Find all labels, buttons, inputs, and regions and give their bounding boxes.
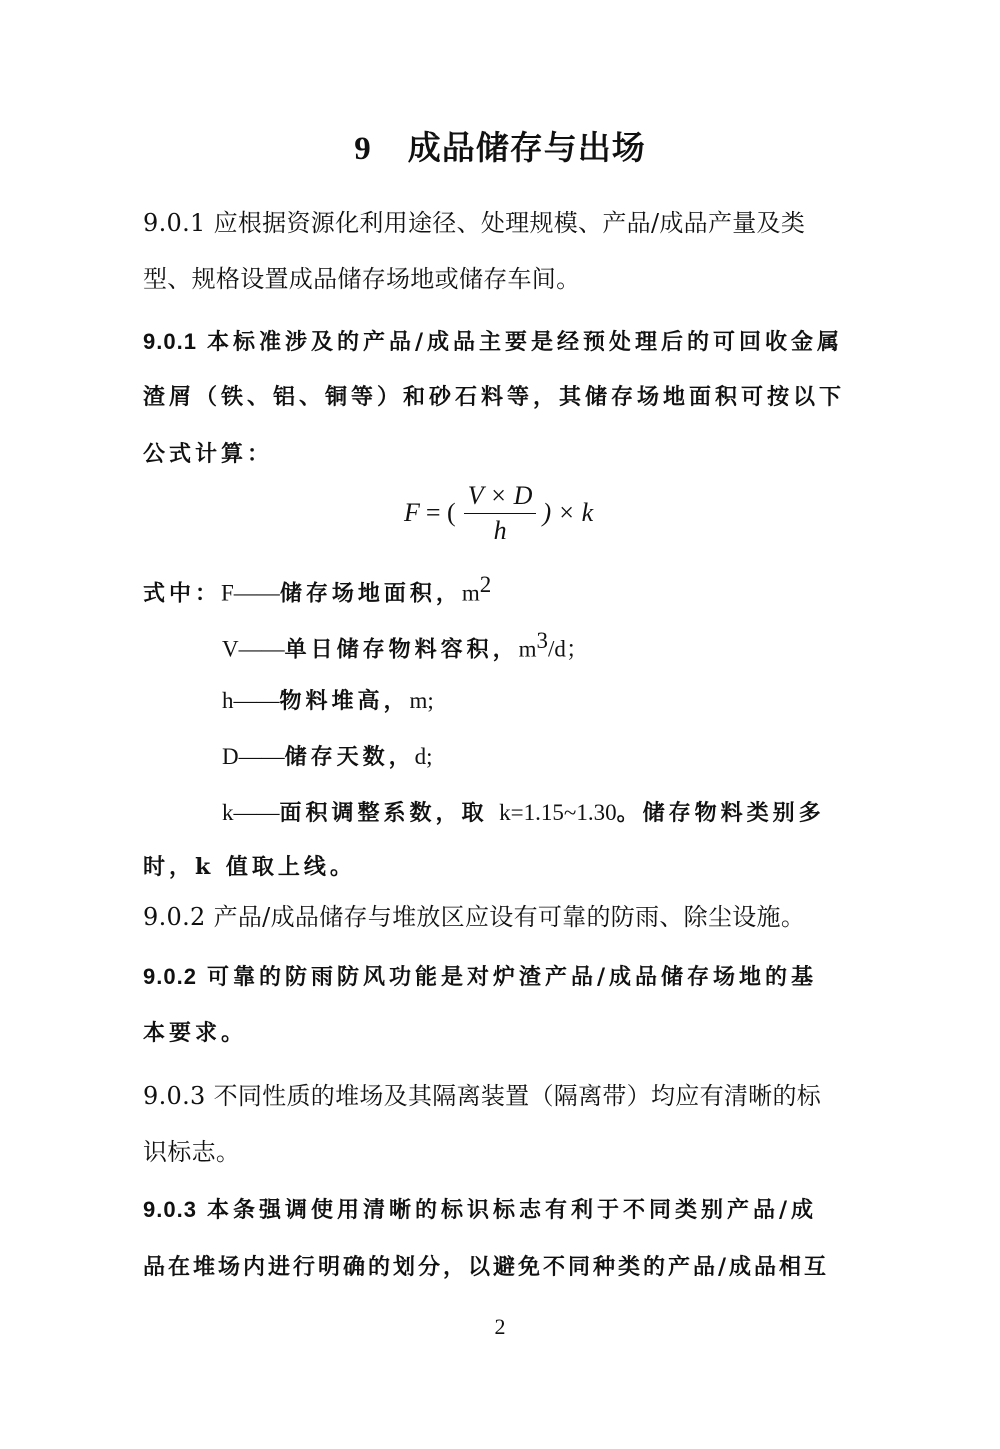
- definition-text: 物料堆高，: [279, 688, 410, 714]
- clause-number: 9.0.2: [143, 903, 206, 931]
- formula-denominator: h: [493, 515, 507, 545]
- chapter-title: [0, 122, 1000, 169]
- chapter-number: 9: [354, 131, 372, 167]
- area-formula: [404, 478, 593, 548]
- explanation-number: 9.0.3: [143, 1197, 197, 1222]
- definition-D: [222, 740, 433, 771]
- definition-V: [222, 628, 589, 663]
- definition-unit: m: [461, 580, 480, 606]
- formula-rhs: ) × k: [542, 498, 594, 527]
- clause-901-line-2: 型、规格设置成品储存场地或储存车间。: [143, 265, 581, 293]
- definition-text: 面积调整系数，取: [279, 800, 500, 826]
- explanation-902-line-2: 本要求。: [143, 1020, 248, 1046]
- formula-lhs: F: [404, 498, 420, 527]
- page-number: 2: [494, 1314, 506, 1339]
- definition-tail: 。储存物料类别多: [616, 800, 825, 826]
- clause-text: 不同性质的堆场及其隔离装置（隔离带）均应有清晰的标: [213, 1082, 822, 1110]
- clause-901-line-1: [143, 203, 805, 238]
- explanation-901-line-3: 公式计算：: [143, 441, 274, 467]
- definition-text: 储存天数，: [284, 744, 415, 770]
- clause-number: 9.0.1: [143, 209, 206, 237]
- clause-902: [143, 897, 805, 932]
- explanation-text: 可靠的防雨防风功能是对炉渣产品/成品储存场地的基: [206, 964, 817, 990]
- definition-k-continued: 时，k 值取上线。: [143, 854, 356, 880]
- unit-superscript: 2: [479, 572, 492, 597]
- explanation-902-line-1: [143, 960, 817, 991]
- definitions-prefix: 式中：: [143, 580, 222, 607]
- explanation-number: 9.0.2: [143, 964, 197, 989]
- definition-text: 单日储存物料容积，: [284, 636, 519, 663]
- explanation-903-line-2: 品在堆场内进行明确的划分，以避免不同种类的产品/成品相互: [143, 1254, 830, 1280]
- clause-903-line-2: 识标志。: [143, 1138, 241, 1166]
- definition-symbol: V——: [222, 636, 285, 662]
- explanation-903-line-1: [143, 1193, 817, 1224]
- clause-903-line-1: [143, 1076, 821, 1111]
- definition-unit: m;: [409, 688, 434, 713]
- explanation-text: 本标准涉及的产品/成品主要是经预处理后的可回收金属: [206, 329, 843, 355]
- explanation-901-line-1: [143, 325, 843, 356]
- definition-symbol: h——: [222, 688, 280, 713]
- formula-equals: = (: [425, 498, 456, 527]
- formula-numerator: V × D: [464, 481, 537, 514]
- formula-fraction: [464, 481, 537, 546]
- clause-text: 应根据资源化利用途径、处理规模、产品/成品产量及类: [213, 209, 806, 237]
- definition-F: [143, 572, 491, 607]
- definition-symbol: F——: [221, 580, 280, 606]
- definition-text: 储存场地面积，: [279, 580, 462, 607]
- definition-symbol: D——: [222, 744, 285, 769]
- definition-k: [222, 796, 825, 827]
- definition-range: k=1.15~1.30: [499, 800, 617, 825]
- definition-symbol: k——: [222, 800, 280, 825]
- unit-superscript: 3: [536, 628, 549, 653]
- clause-text: 产品/成品储存与堆放区应设有可靠的防雨、除尘设施。: [213, 903, 806, 931]
- definition-h: [222, 684, 434, 715]
- explanation-text: 本条强调使用清晰的标识标志有利于不同类别产品/成: [206, 1197, 817, 1223]
- definition-unit: d;: [414, 744, 433, 769]
- definition-unit: m: [518, 636, 537, 662]
- definition-unit-suffix: /d；: [548, 636, 589, 662]
- explanation-number: 9.0.1: [143, 329, 197, 354]
- clause-number: 9.0.3: [143, 1082, 206, 1110]
- explanation-901-line-2: 渣屑（铁、铝、铜等）和砂石料等，其储存场地面积可按以下: [143, 384, 846, 410]
- chapter-title-text: 成品储存与出场: [407, 128, 646, 167]
